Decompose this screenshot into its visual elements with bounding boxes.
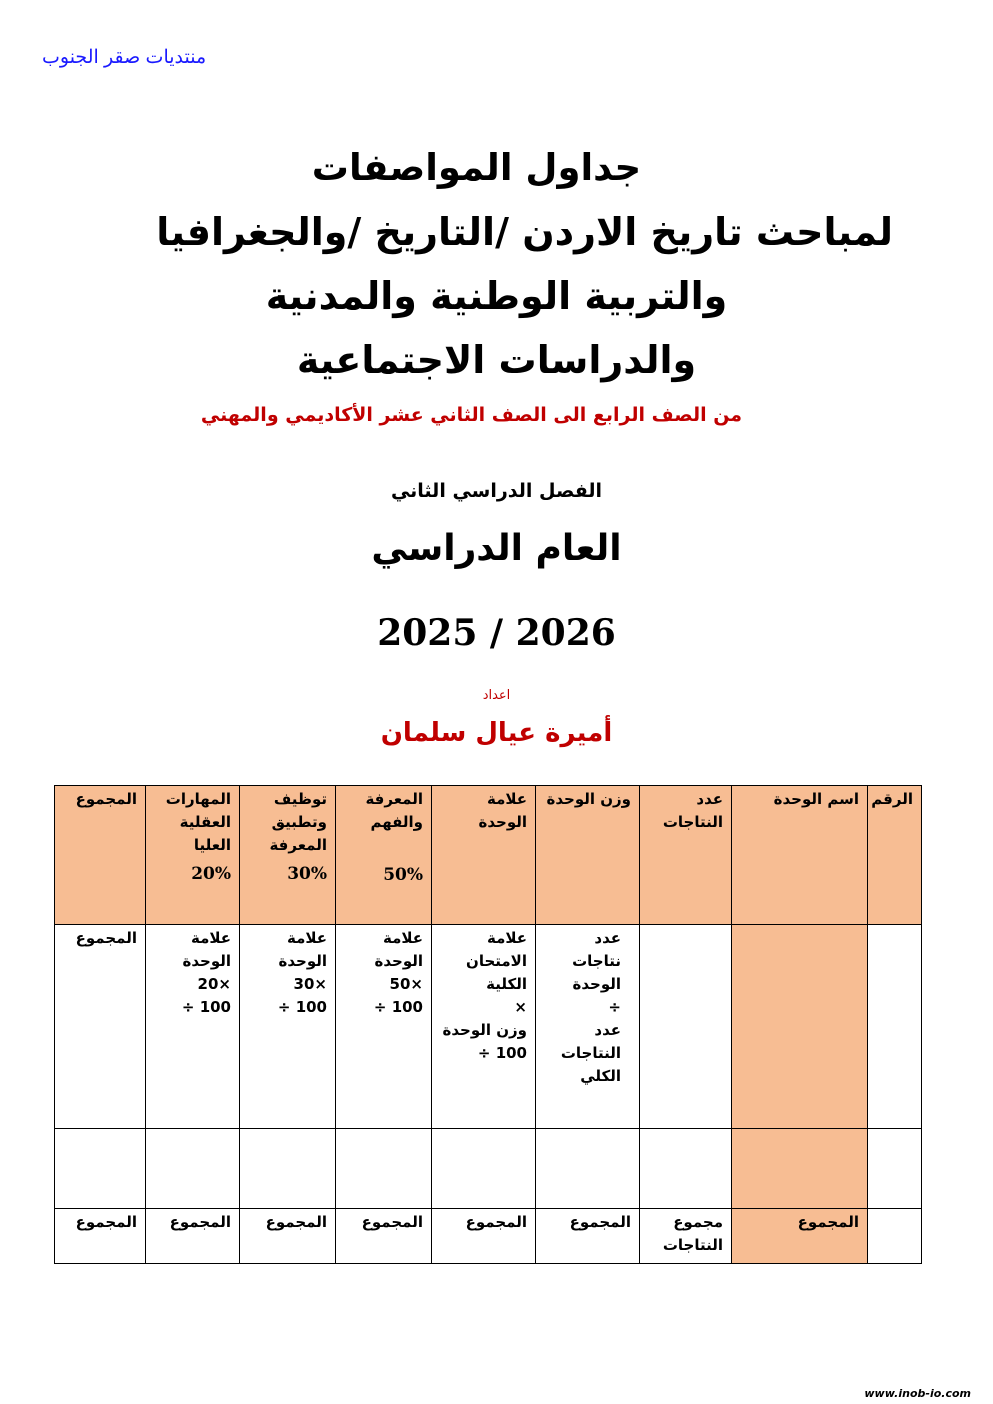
header-knowledge-label: المعرفة والفهم [365, 790, 423, 831]
footer-website: www.inob-io.com [864, 1387, 971, 1400]
totals-unit-weight: المجموع [536, 1209, 640, 1264]
totals-application: المجموع [240, 1209, 336, 1264]
specification-table [54, 785, 922, 1264]
header-application [240, 786, 336, 925]
header-unit-weight: وزن الوحدة [536, 786, 640, 925]
header-application-percent: 30% [287, 864, 327, 884]
empty-cell [55, 1129, 146, 1209]
empty-cell [146, 1129, 240, 1209]
prepared-by-label: اعداد [482, 688, 511, 703]
table-header-row [55, 786, 922, 925]
grades-subtitle: من الصف الرابع الى الصف الثاني عشر الأكاديمي والمهني [200, 404, 743, 426]
table-formula-row [55, 925, 922, 1129]
header-knowledge-percent: 50% [383, 865, 423, 885]
semester-label: الفصل الدراسي الثاني [390, 480, 603, 502]
formula-unit-weight: عدد نتاجات الوحدة ÷ عدد النتاجات الكلي [536, 925, 640, 1129]
header-number: الرقم [868, 786, 922, 925]
empty-cell [536, 1129, 640, 1209]
formula-total: المجموع [55, 925, 146, 1129]
title-line-1: جداول المواصفات [311, 146, 642, 189]
formula-unit-mark: علامة الامتحان الكلية × وزن الوحدة 100 ÷ [432, 925, 536, 1129]
document-title [60, 136, 893, 392]
title-line-4: والدراسات الاجتماعية [296, 338, 697, 382]
formula-higher-skills: علامة الوحدة ×20 100 ÷ [146, 925, 240, 1129]
title-line-3: والتربية الوطنية والمدنية [265, 274, 728, 318]
author-name: أميرة عيال سلمان [380, 718, 613, 748]
totals-number-cell [868, 1209, 922, 1264]
forum-name: منتديات صقر الجنوب [42, 47, 207, 68]
table-totals-row [55, 1209, 922, 1264]
totals-outcomes: مجموع النتاجات [640, 1209, 732, 1264]
empty-cell [432, 1129, 536, 1209]
empty-cell [732, 1129, 868, 1209]
table-empty-row [55, 1129, 922, 1209]
totals-higher-skills: المجموع [146, 1209, 240, 1264]
formula-number-cell [868, 925, 922, 1129]
header-higher-skills [146, 786, 240, 925]
totals-total: المجموع [55, 1209, 146, 1264]
totals-knowledge: المجموع [336, 1209, 432, 1264]
formula-outcomes-cell [640, 925, 732, 1129]
totals-unit-mark: المجموع [432, 1209, 536, 1264]
title-line-2: لمباحث تاريخ الاردن /التاريخ /والجغرافيا [156, 210, 893, 254]
formula-unit-name-cell [732, 925, 868, 1129]
formula-knowledge: علامة الوحدة ×50 100 ÷ [336, 925, 432, 1129]
academic-years: 2025 / 2026 [377, 612, 616, 654]
academic-year-label: العام الدراسي [371, 528, 622, 569]
empty-cell [336, 1129, 432, 1209]
header-application-label: توظيف وتطبيق المعرفة [269, 790, 327, 854]
header-knowledge [336, 786, 432, 925]
empty-cell [868, 1129, 922, 1209]
header-higher-skills-label: المهارات العقلية العليا [165, 790, 231, 854]
totals-unit-name: المجموع [732, 1209, 868, 1264]
header-total: المجموع [55, 786, 146, 925]
empty-cell [240, 1129, 336, 1209]
empty-cell [640, 1129, 732, 1209]
header-unit-name: اسم الوحدة [732, 786, 868, 925]
header-unit-mark: علامة الوحدة [432, 786, 536, 925]
formula-application: علامة الوحدة ×30 100 ÷ [240, 925, 336, 1129]
header-higher-skills-percent: 20% [191, 864, 231, 884]
header-outcomes-count: عدد النتاجات [640, 786, 732, 925]
